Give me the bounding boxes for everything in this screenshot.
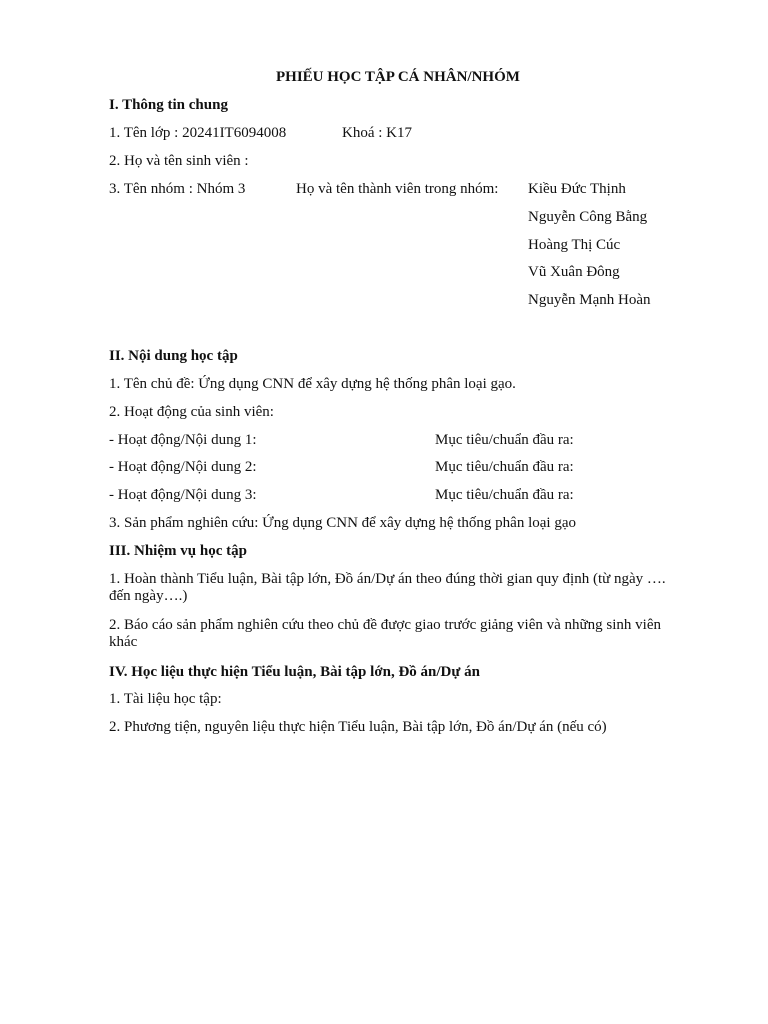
materials-item-1: 1. Tài liệu học tập: (109, 691, 222, 707)
activity-objective: Mục tiêu/chuẩn đầu ra: (435, 432, 574, 448)
activity-item: - Hoạt động/Nội dung 1: (109, 432, 257, 448)
member-name: Hoàng Thị Cúc (528, 237, 621, 253)
class-name-line: 1. Tên lớp : 20241IT6094008 (109, 125, 287, 141)
materials-item-2: 2. Phương tiện, nguyên liệu thực hiện Tiểu luận, Bài tập lớn, Đồ án/Dự án (nếu có) (109, 719, 607, 735)
section-3-heading: III. Nhiệm vụ học tập (109, 543, 247, 559)
section-1-heading: I. Thông tin chung (109, 97, 228, 113)
section-4-heading: IV. Học liệu thực hiện Tiểu luận, Bài tập lớn, Đồ án/Dự án (109, 664, 480, 680)
course-line: Khoá : K17 (342, 125, 412, 141)
member-name: Kiều Đức Thịnh (528, 181, 626, 197)
activity-objective: Mục tiêu/chuẩn đầu ra: (435, 459, 574, 475)
task-item-1: 1. Hoàn thành Tiểu luận, Bài tập lớn, Đồ án/Dự án theo đúng thời gian quy định (từ ngày …. đến ngày….) (109, 571, 666, 604)
activity-objective: Mục tiêu/chuẩn đầu ra: (435, 487, 574, 503)
member-name: Vũ Xuân Đông (528, 264, 620, 280)
group-name-line: 3. Tên nhóm : Nhóm 3 (109, 181, 246, 197)
member-name: Nguyễn Công Bằng (528, 209, 648, 225)
product-line: 3. Sản phẩm nghiên cứu: Ứng dụng CNN để xây dựng hệ thống phân loại gạo (109, 515, 576, 531)
activity-item: - Hoạt động/Nội dung 3: (109, 487, 257, 503)
page-title: PHIẾU HỌC TẬP CÁ NHÂN/NHÓM (276, 69, 520, 85)
task-item-2: 2. Báo cáo sản phẩm nghiên cứu theo chủ đề được giao trước giảng viên và những sinh viên khác (109, 617, 661, 650)
activity-item: - Hoạt động/Nội dung 2: (109, 459, 257, 475)
member-name: Nguyễn Mạnh Hoàn (528, 292, 651, 308)
student-name-line: 2. Họ và tên sinh viên : (109, 153, 249, 169)
topic-line: 1. Tên chủ đề: Ứng dụng CNN để xây dựng hệ thống phân loại gạo. (109, 376, 516, 392)
members-label: Họ và tên thành viên trong nhóm: (296, 181, 499, 197)
activities-label: 2. Hoạt động của sinh viên: (109, 404, 274, 420)
section-2-heading: II. Nội dung học tập (109, 348, 238, 364)
